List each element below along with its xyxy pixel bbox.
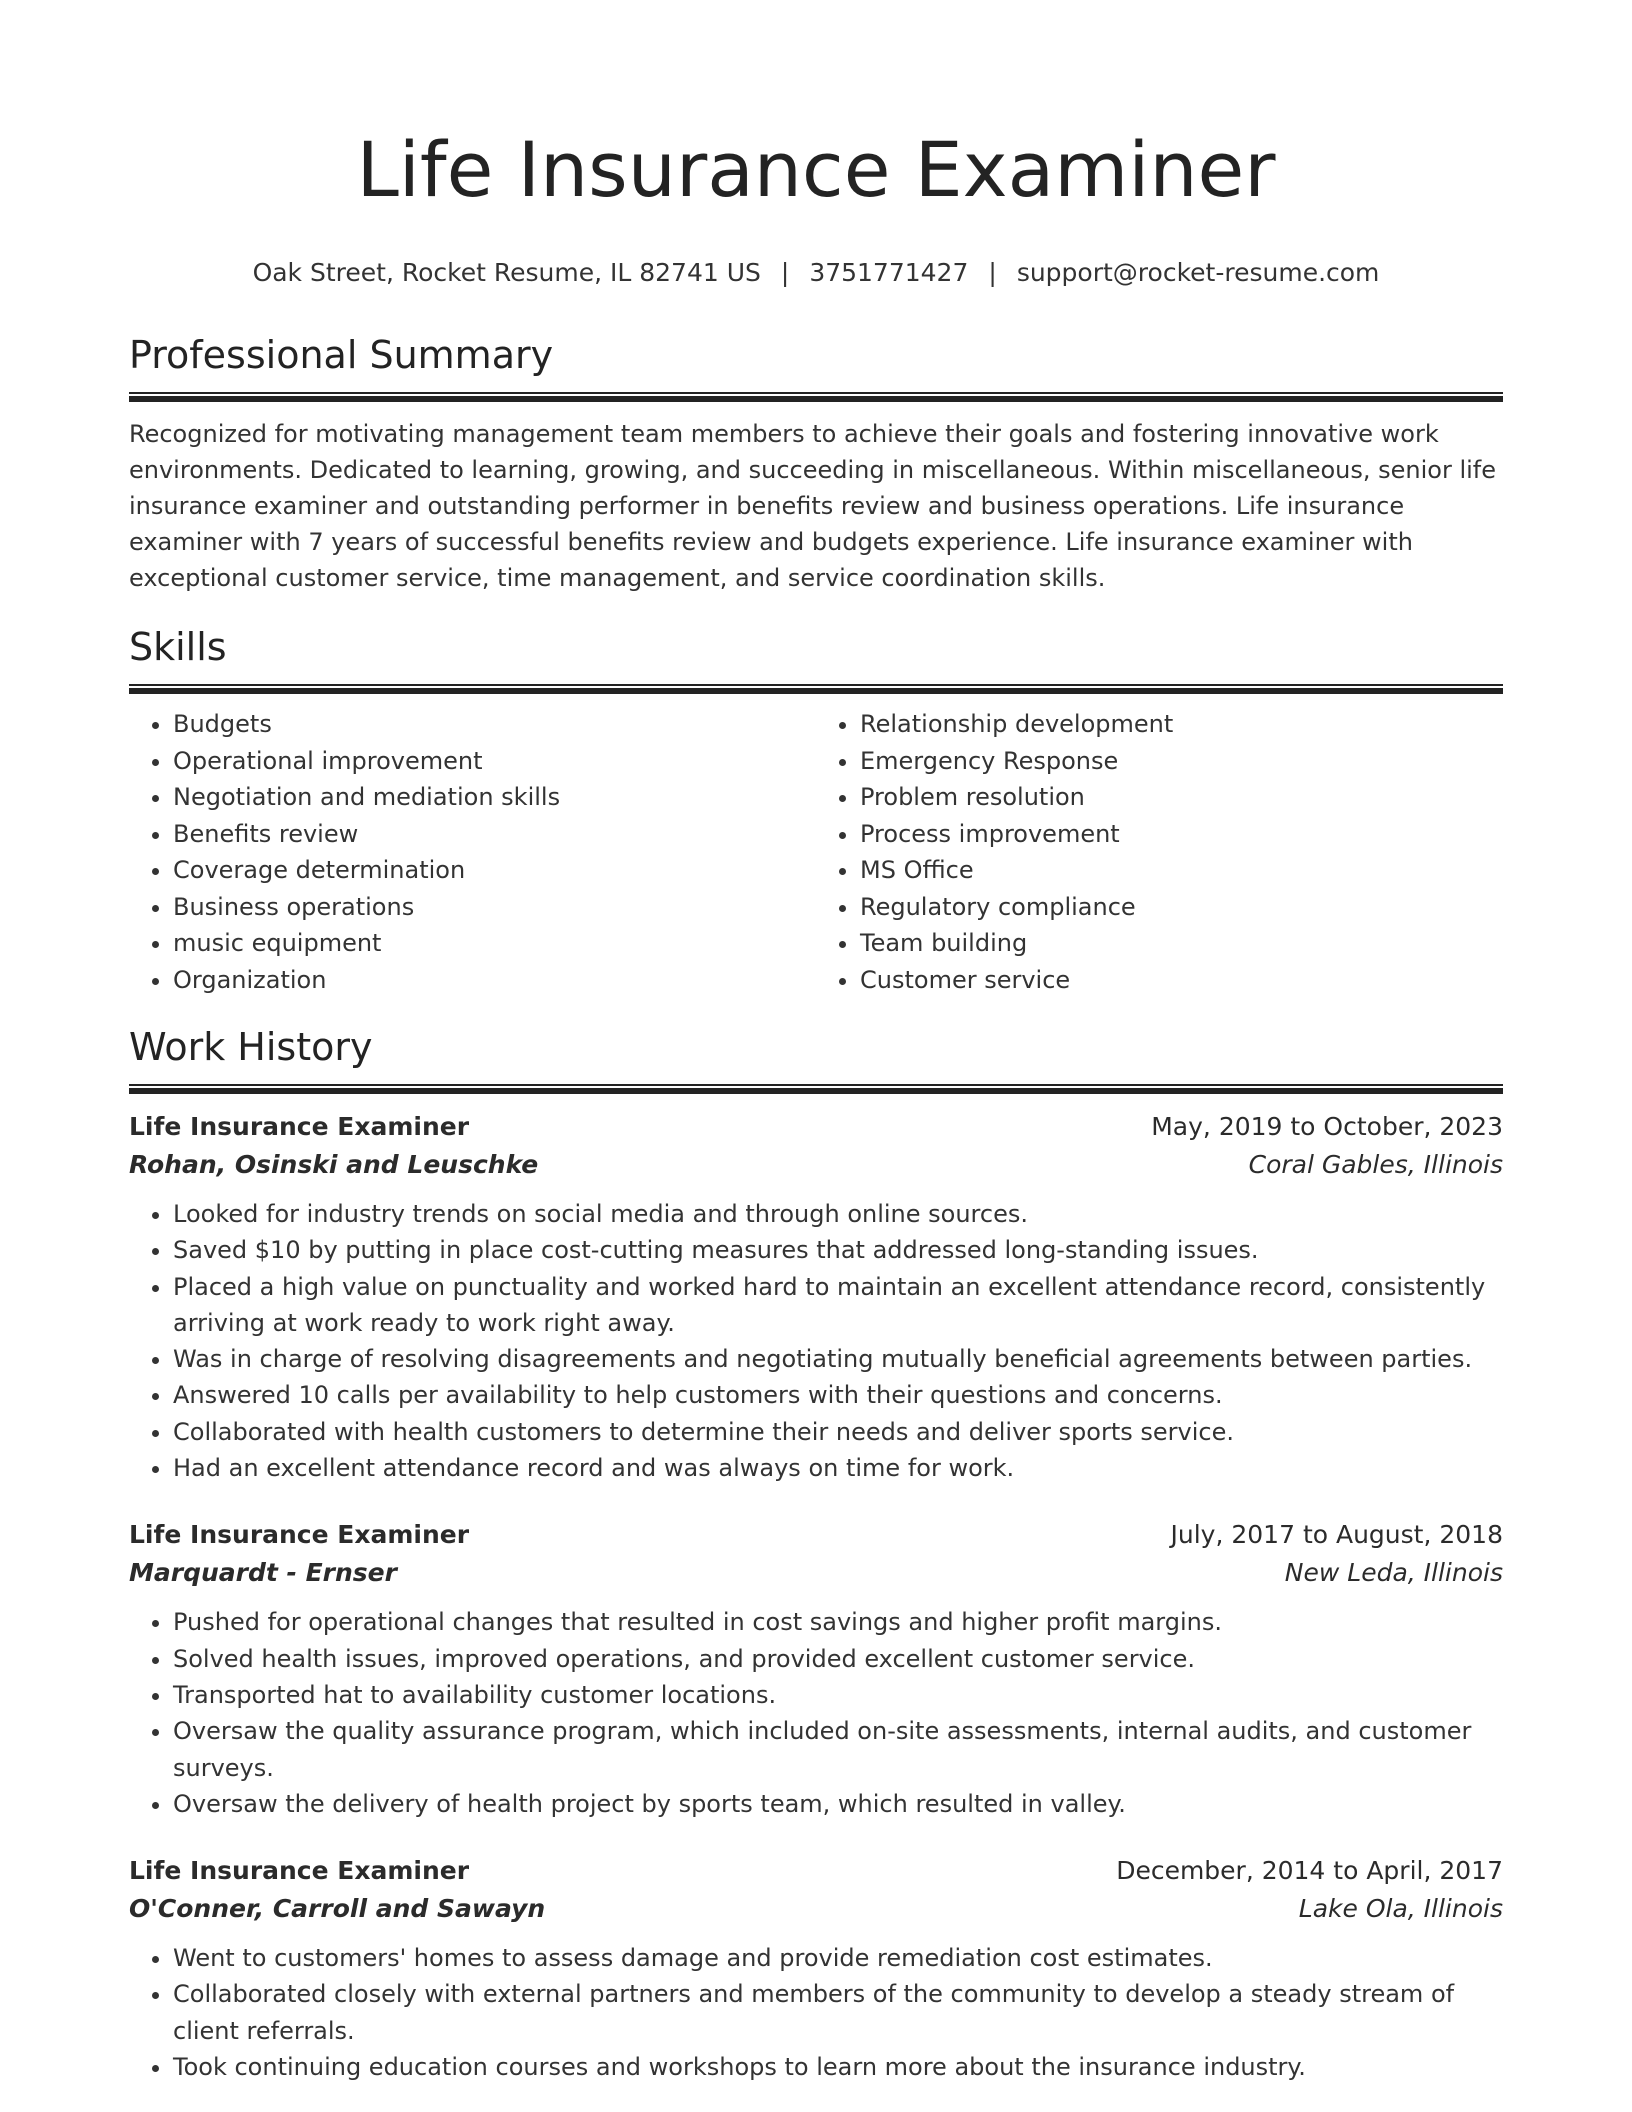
skill-item: • Negotiation and mediation skills [173, 779, 816, 816]
contact-phone: 3751771427 [809, 258, 969, 287]
skills-columns [129, 706, 1503, 998]
skills-list-right [816, 706, 1503, 998]
skill-item: • music equipment [173, 925, 816, 962]
skill-item: • Business operations [173, 889, 816, 926]
section-title-work-history: Work History [129, 1025, 373, 1069]
section-title-summary: Professional Summary [129, 333, 554, 377]
skill-item: • Relationship development [860, 706, 1503, 743]
skill-item: • Regulatory compliance [860, 889, 1503, 926]
job-company: Marquardt - Ernser [129, 1558, 397, 1588]
duty-item: • Saved $10 by putting in place cost-cutting measures that addressed long-standing issues. [173, 1232, 1503, 1268]
job-entry [129, 1516, 1503, 1822]
resume-name: Life Insurance Examiner [356, 125, 1276, 214]
job-company-row [129, 1146, 1503, 1184]
contact-address: Oak Street, Rocket Resume, IL 82741 US [252, 258, 761, 287]
job-entry [129, 1852, 1503, 2085]
summary-text: Recognized for motivating management team members to achieve their goals and fostering innovative work environments. Dedicated to learning, growing, and succeeding in miscellaneous. Within miscellaneous, senior life insurance examiner and outstanding performer in benefits review and business operations. Life insurance examiner with 7 years of successful benefits review and budgets experience. Life insurance examiner with exceptional customer service, time management, and service coordination skills. [129, 420, 1497, 592]
duty-item: • Looked for industry trends on social media and through online sources. [173, 1196, 1503, 1232]
contact-email: support@rocket-resume.com [1016, 258, 1380, 287]
skill-item: • Customer service [860, 962, 1503, 999]
job-duties [129, 1604, 1503, 1822]
job-entry [129, 1108, 1503, 1486]
duty-item: • Answered 10 calls per availability to help customers with their questions and concerns. [173, 1377, 1503, 1413]
skill-item: • MS Office [860, 852, 1503, 889]
duty-item: • Had an excellent attendance record and was always on time for work. [173, 1450, 1503, 1486]
duty-item: • Collaborated with health customers to determine their needs and deliver sports service. [173, 1414, 1503, 1450]
duty-item: • Oversaw the delivery of health project by sports team, which resulted in valley. [173, 1786, 1503, 1822]
skill-item: • Budgets [173, 706, 816, 743]
section-divider [129, 1084, 1503, 1094]
job-company: O'Conner, Carroll and Sawayn [129, 1894, 546, 1924]
job-duties [129, 1196, 1503, 1486]
job-location: New Leda, Illinois [1284, 1558, 1503, 1588]
duty-item: • Transported hat to availability customer locations. [173, 1677, 1503, 1713]
duty-item: • Took continuing education courses and workshops to learn more about the insurance industry. [173, 2049, 1503, 2085]
job-dates: May, 2019 to October, 2023 [1151, 1112, 1503, 1141]
contact-separator: | [988, 258, 997, 287]
skill-item: • Emergency Response [860, 743, 1503, 780]
contact-separator: | [780, 258, 790, 287]
duty-item: • Pushed for operational changes that resulted in cost savings and higher profit margins. [173, 1604, 1503, 1640]
duty-item: • Went to customers' homes to assess damage and provide remediation cost estimates. [173, 1940, 1503, 1976]
section-title-skills: Skills [129, 625, 227, 669]
job-company: Rohan, Osinski and Leuschke [129, 1150, 539, 1179]
duty-item: • Was in charge of resolving disagreements and negotiating mutually beneficial agreements between parties. [173, 1341, 1503, 1377]
duty-item: • Placed a high value on punctuality and worked hard to maintain an excellent attendance record, consistently arriving at work ready to work right away. [173, 1269, 1503, 1342]
duty-item: • Solved health issues, improved operations, and provided excellent customer service. [173, 1641, 1503, 1677]
skill-item: • Problem resolution [860, 779, 1503, 816]
skill-item: • Organization [173, 962, 816, 999]
job-duties [129, 1940, 1503, 2085]
contact-line [129, 256, 1503, 290]
summary-section [129, 330, 1503, 596]
work-history-section [129, 1022, 1503, 2085]
skill-item: • Operational improvement [173, 743, 816, 780]
duty-item: • Collaborated closely with external partners and members of the community to develop a steady stream of client referrals. [173, 1976, 1503, 2049]
skill-item: • Benefits review [173, 816, 816, 853]
job-title: Life Insurance Examiner [129, 1520, 470, 1550]
job-title: Life Insurance Examiner [129, 1112, 470, 1141]
job-dates: December, 2014 to April, 2017 [1116, 1856, 1503, 1886]
skill-item: • Process improvement [860, 816, 1503, 853]
job-company-row [129, 1554, 1503, 1592]
job-header-row [129, 1108, 1503, 1146]
job-header-row [129, 1516, 1503, 1554]
job-title: Life Insurance Examiner [129, 1856, 470, 1886]
section-divider [129, 392, 1503, 402]
skills-list-left [129, 706, 816, 998]
job-dates: July, 2017 to August, 2018 [1170, 1520, 1503, 1550]
section-divider [129, 684, 1503, 694]
job-header-row [129, 1852, 1503, 1890]
job-company-row [129, 1890, 1503, 1928]
duty-item: • Oversaw the quality assurance program, which included on-site assessments, internal audits, and customer surveys. [173, 1713, 1503, 1786]
skills-section [129, 622, 1503, 998]
skill-item: • Coverage determination [173, 852, 816, 889]
skill-item: • Team building [860, 925, 1503, 962]
job-location: Lake Ola, Illinois [1298, 1894, 1503, 1924]
job-location: Coral Gables, Illinois [1248, 1150, 1503, 1179]
